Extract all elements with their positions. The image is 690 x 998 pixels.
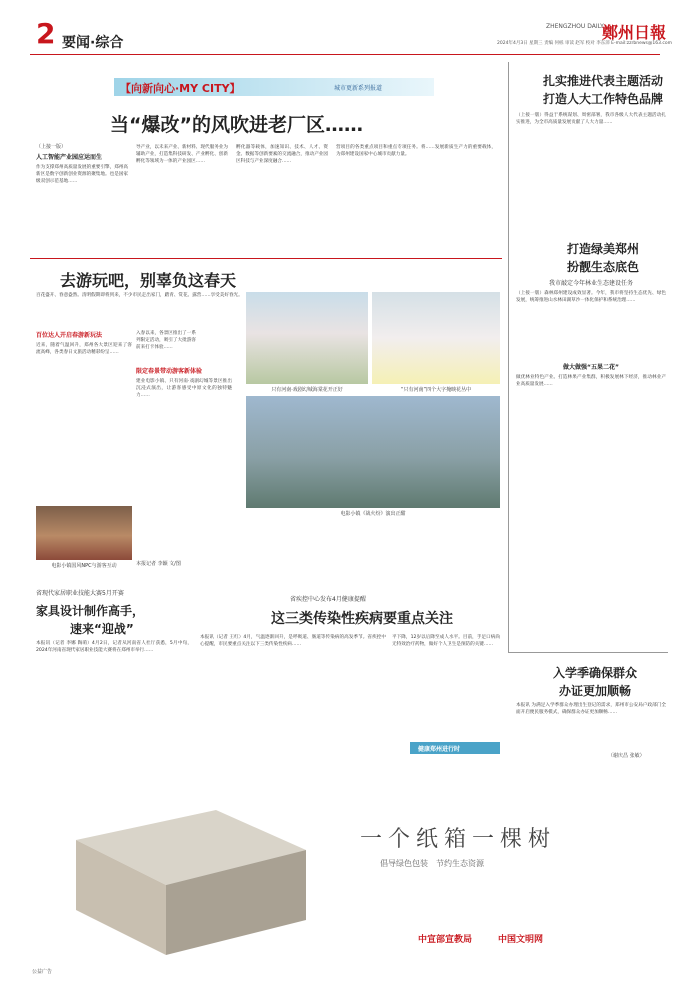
masthead-rule — [30, 54, 660, 55]
furniture-kicker: 省现代家居职业技能大赛5月开赛 — [36, 590, 124, 597]
travel-subhead-2: 限定春景带动游客新体验 — [136, 368, 203, 375]
banner-tag: 【向新向心·MY CITY】 — [120, 82, 241, 95]
paper-english-name: ZHENGZHOU DAILY — [546, 23, 604, 30]
school-byline: （谢庆昌 张敏） — [608, 753, 645, 759]
lead-headline: 当“爆改”的风吹进老厂区…… — [110, 114, 363, 136]
travel-lead: 百花盛开、春意盎然。清明假期即将到来，不少市民走出家门，踏青、赏花、露营……享受美好春光。 — [36, 293, 243, 298]
date-line: 2024年4月3日 星期三 责编 何栎 审读 赵军 校对 李东沛 E-mail:zzrbnews@163.com — [497, 41, 672, 46]
right-mid-subhead: 做大做强“五果二花” — [563, 364, 619, 371]
lead-column-4: 营项目的各类重点项目和重点专项任务。将……发展新质生产力的重要载体，为郑州建设国家中心城市贡献力量。 — [336, 145, 496, 158]
right-mid-title-2: 扮靓生态底色 — [566, 260, 639, 274]
right-top-text: （上接一版）得益于系统谋划、周密部署，我市各级人大代表主题活动扎实推进，为全市高质量发展贡献了人大力量…… — [516, 113, 666, 126]
disease-text: 本报讯（记者 王红）4月，气温逐渐回升，是呼吸道、肠道等传染病的高发季节。省疾控中心提醒，市民要重点关注以下三类传染性疾病…… — [200, 635, 386, 648]
school-text: 本报讯 为满足入学季群众办理出生登记的需求，郑州市公安局户政部门全面开启便民服务模式，确保群众办证更加顺畅…… — [516, 703, 666, 716]
travel-column-1: 近来，随着气温回升，郑州各大景区迎来了客流高峰，各类春日文旅活动精彩纷呈…… — [36, 343, 132, 356]
disease-kicker: 省疾控中心发布4月健康提醒 — [290, 596, 366, 603]
caption-1: 只有河南·戏剧幻城海棠花开正好 — [271, 387, 343, 393]
right-mid-text-2: 做优林业特色产业。打造林果产业集群，积极发展林下经济，推动林业产业高质量发展…… — [516, 375, 666, 388]
school-title-2: 办证更加顺畅 — [558, 684, 631, 698]
ad-label: 公益广告 — [32, 969, 53, 975]
disease-headline: 这三类传染性疾病要重点关注 — [271, 611, 453, 627]
travel-column-3: 建业电影小镇、只有河南·戏剧幻城等景区推出沉浸式演出，让游客感受中原文化的独特魅力…… — [136, 379, 232, 399]
lead-column-3: 孵化器等载体，加速知识、技术、人才、资金、数据等创新要素的交流融合，推动产业园区科技与产业深度融合…… — [236, 145, 328, 165]
ad-org-1: 中宣部宣教局 — [418, 935, 473, 945]
ad-box-illustration — [66, 790, 316, 958]
travel-headline: 去游玩吧，别辜负这春天 — [60, 271, 237, 290]
page-number: 2 — [36, 17, 56, 50]
photo-theater-flowers — [246, 292, 368, 384]
right-top-title-1: 扎实推进代表主题活动 — [542, 74, 663, 88]
box-icon — [66, 790, 316, 958]
health-column-bar — [410, 742, 500, 754]
ad-slogan: 一个纸箱一棵树 — [360, 827, 557, 852]
banner-subtitle: 城市更新系列报道 — [334, 85, 383, 92]
lead-column-1: 作为支撑郑州高质量发展的重要引擎，郑州高新区是数字创新创业资源的聚集地。也是国家级双创示范基地…… — [36, 165, 128, 185]
caption-2: “只有河南”四个大字掩映花丛中 — [400, 387, 472, 393]
section-name: 要闻·综合 — [62, 35, 124, 51]
right-mid-title-1: 打造绿美郑州 — [566, 242, 639, 256]
right-mid-subtitle: 我市敲定今年林业生态建设任务 — [548, 280, 633, 287]
banner — [114, 78, 434, 96]
lead-subhead: 人工智能产业园应运而生 — [36, 154, 103, 161]
health-column-label: 健康郑州进行时 — [418, 746, 461, 753]
masthead — [0, 0, 690, 60]
lead-dateline: （上接一版） — [36, 144, 67, 150]
paper-logo: 鄭州日報 — [602, 23, 667, 42]
disease-text-2: 平下降，12岁以后降至成人水平。目前，手足口病尚无特效治疗药物，做好个人卫生是预防的关键…… — [392, 635, 500, 648]
school-title-1: 入学季确保群众 — [552, 666, 637, 680]
photo-npc — [36, 506, 132, 560]
furniture-title-1: 家具设计制作高手， — [36, 604, 145, 618]
furniture-text: 本报讯（记者 李娜 陶萌）4月2日，记者从河南省人社厅获悉，5月中旬，2024年河南省现代家居职业技能大赛将在郑州市举行…… — [36, 641, 192, 654]
column-divider — [508, 62, 509, 652]
lead-column-2: 导产业，以未来产业、新材料、现代服务业为辅助产业，打造集科技研发、产业孵化、创新孵化等领域为一体的产业园区…… — [136, 145, 228, 165]
photo-film-town — [246, 396, 500, 508]
right-mid-text: （上接一版）森林郑州建设成效显著。今年，我市将坚持生态优先、绿色发展，统筹推进山水林田湖草沙一体化保护和系统治理…… — [516, 291, 666, 304]
travel-column-2: 入春以来，各景区推出了一系列限定活动，吸引了大批游客前来打卡体验…… — [136, 331, 196, 351]
right-top-title-2: 打造人大工作特色品牌 — [542, 92, 663, 106]
caption-3: 电影小镇国风NPC与游客互动 — [51, 563, 117, 569]
ad-subline: 倡导绿色包装 节约生态资源 — [380, 859, 484, 868]
travel-byline: 本报记者 李颖 文/图 — [136, 561, 181, 567]
furniture-title-2: 速来“迎战” — [70, 622, 134, 636]
travel-subhead-1: 百位达人开启春游新玩法 — [36, 332, 103, 339]
photo-sign-in-flowers — [372, 292, 500, 384]
ad-org-2: 中国文明网 — [498, 935, 544, 945]
caption-4: 电影小镇《战火纷》演出正酣 — [340, 511, 406, 517]
school-divider — [508, 652, 668, 653]
